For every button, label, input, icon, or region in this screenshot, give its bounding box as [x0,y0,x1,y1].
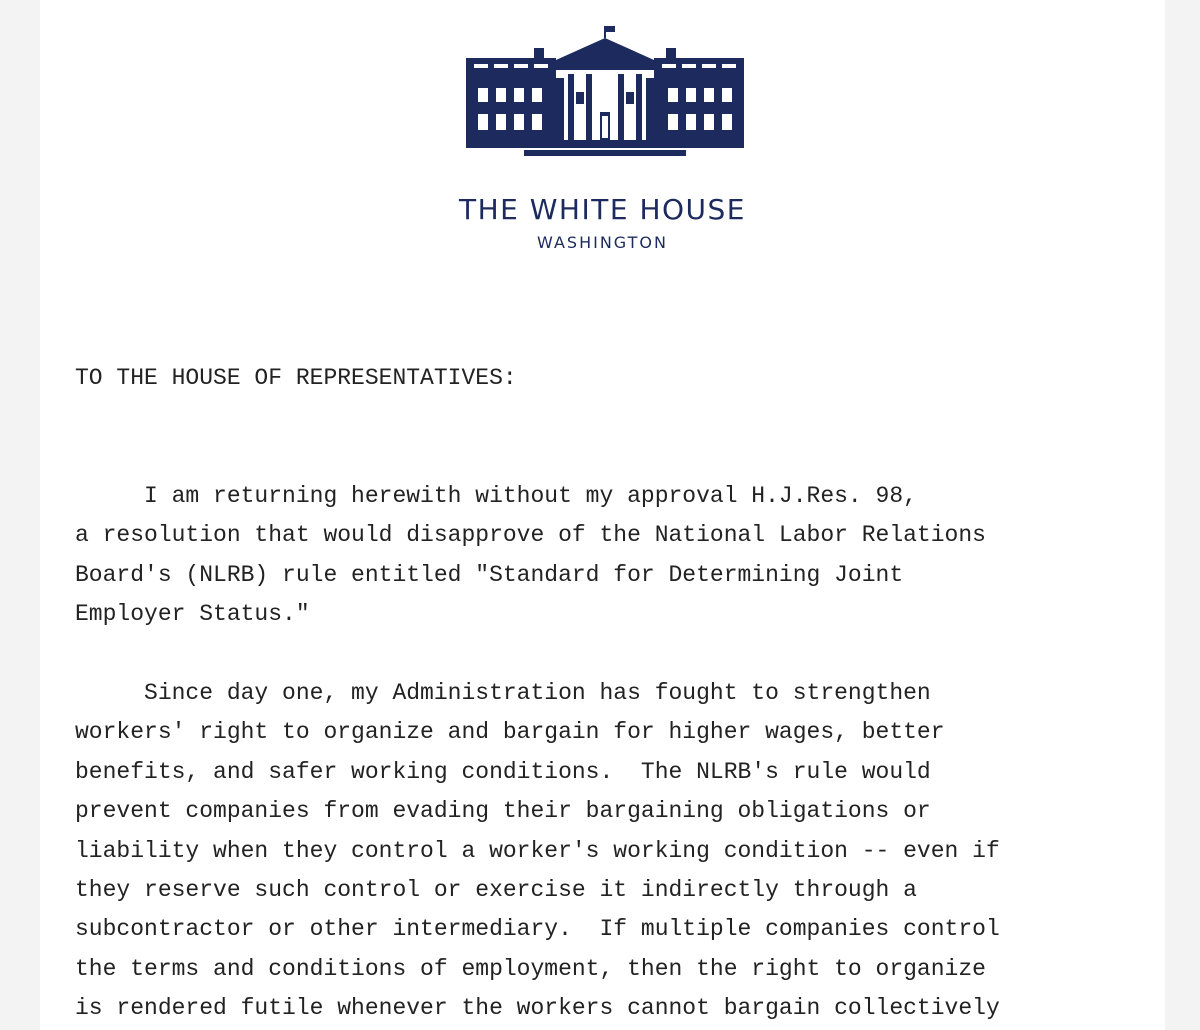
salutation: TO THE HOUSE OF REPRESENTATIVES: [75,365,517,391]
white-house-building-icon [464,22,746,160]
letterhead-title: THE WHITE HOUSE [459,193,746,226]
letter-page [40,0,1165,1030]
paragraph-2: Since day one, my Administration has fought to strengthen workers' right to organize and bargain for higher wages, better benefits, and safer working conditions. The NLRB's rule would prevent companies from evading their bargaining obligations or liability when they control a worker's working condition -- even if they reserve such control or exercise it indirectly through a subcontractor or other intermediary. If multiple companies control the terms and conditions of employment, then the right to organize is rendered futile whenever the workers cannot bargain collectively [75,680,1000,1022]
paragraph-1: I am returning herewith without my approval H.J.Res. 98, a resolution that would disapprove of the National Labor Relations Board's (NLRB) rule entitled "Standard for Determining Joint Employer Status." [75,483,986,628]
letterhead-subtitle: WASHINGTON [537,233,668,252]
